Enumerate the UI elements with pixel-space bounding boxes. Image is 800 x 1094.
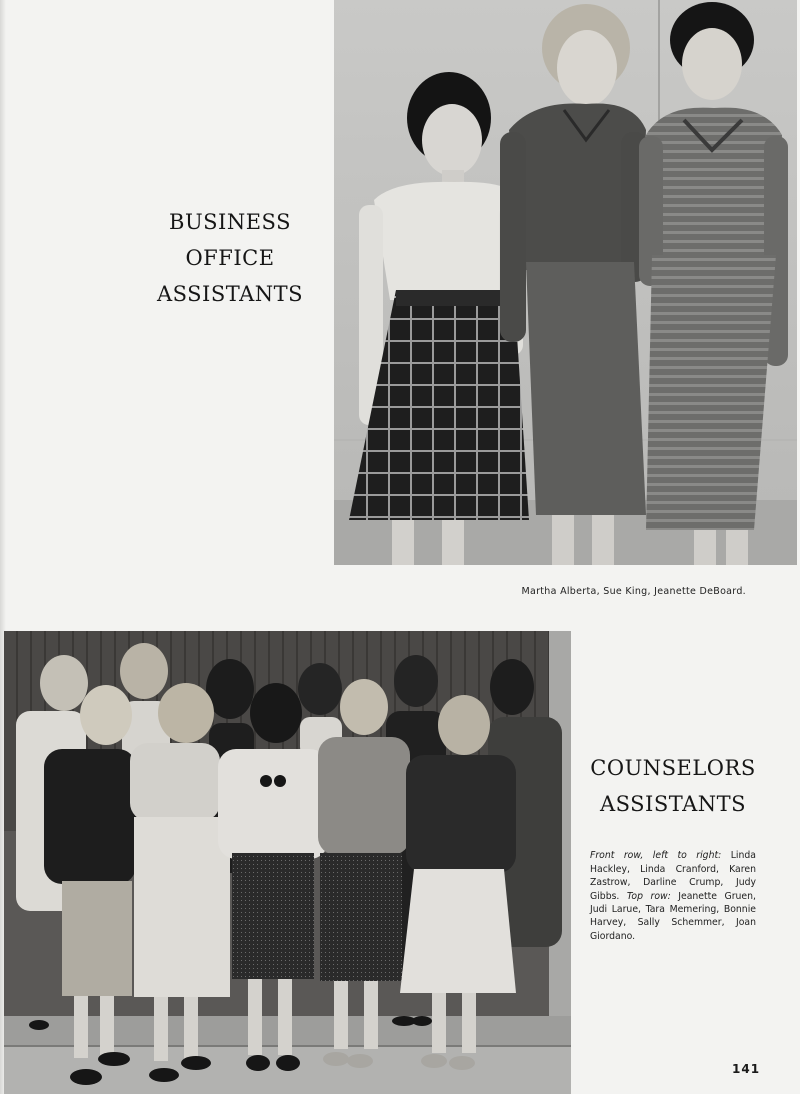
heading-line: BUSINESS (169, 210, 291, 234)
top-row-names: Jeanette Gruen, Judi Larue, Tara Memering, Bonnie Harvey, Sally Schemmer, Joan Giordano. (590, 890, 756, 942)
business-office-heading (140, 204, 320, 312)
heading-line: OFFICE (185, 246, 275, 270)
page-number: 141 (732, 1062, 761, 1076)
top-row-label: Top row: (626, 890, 671, 902)
business-office-photo (334, 0, 797, 565)
business-office-caption: Martha Alberta, Sue King, Jeanette DeBoard. (521, 585, 746, 597)
front-row-label: Front row, left to right: (590, 850, 722, 862)
front-row-names: Linda Hackley, Linda Cranford, Karen Zastrow, Darline Crump, Judy Gibbs. (590, 850, 756, 902)
counselors-photo (4, 631, 571, 1094)
heading-line: ASSISTANTS (599, 792, 747, 816)
heading-line: ASSISTANTS (156, 282, 304, 306)
heading-line: COUNSELORS (590, 756, 756, 780)
counselors-caption (590, 849, 756, 943)
counselors-heading (578, 750, 768, 822)
